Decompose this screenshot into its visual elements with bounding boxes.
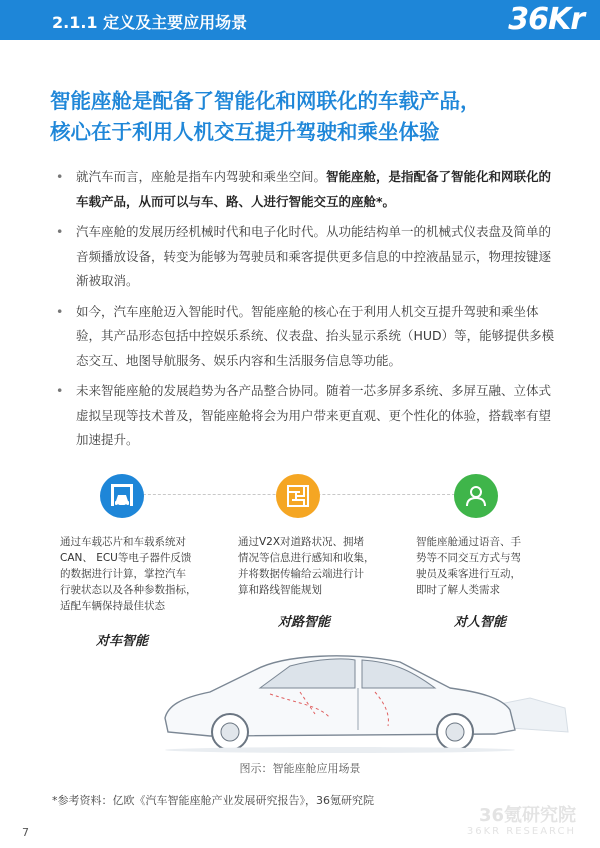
desc-line: 通过V2X对道路状况、拥堵: [238, 536, 365, 548]
bullet-item: [52, 300, 556, 374]
bullet-text: 汽车座舱的发展历经机械时代和电子化时代。从功能结构单一的机械式仪表盘及简单的音频播放设备，转变为能够为驾驶员和乘客提供更多信息的中控液晶显示，物理按键逐渐被取消。: [76, 224, 552, 288]
bullet-dot-icon: •: [56, 169, 64, 184]
figure-caption: 图示：智能座舱应用场景: [239, 762, 361, 775]
person-icon: [454, 474, 498, 518]
bullet-item: [52, 165, 556, 214]
car-wash-icon: [100, 474, 144, 518]
headline: [50, 86, 570, 148]
bullet-dot-icon: •: [56, 383, 64, 398]
scenario-label-road: 对路智能: [278, 615, 331, 630]
car-illustration: [150, 648, 570, 753]
bullet-list: [52, 165, 556, 459]
desc-line: 智能座舱通过语音、手: [416, 536, 521, 548]
footer-brand-cn: 36氪研究院: [478, 805, 576, 826]
reference-note: *参考资料：亿欧《汽车智能座舱产业发展研究报告》，36氪研究院: [52, 794, 374, 807]
headline-line-2: 核心在于利用人机交互提升驾驶和乘坐体验: [50, 120, 440, 144]
bullet-dot-icon: •: [56, 303, 64, 319]
desc-line: 行驶状态以及各种参数指标，: [60, 584, 197, 596]
brand-logo: 36Kr: [508, 2, 584, 37]
footer-brand-en: 36KR RESEARCH: [466, 826, 576, 837]
bullet-dot-icon: •: [56, 224, 64, 239]
desc-line: 适配车辆保持最佳状态: [60, 600, 165, 612]
bullet-item: [52, 220, 556, 294]
page-number: 7: [22, 826, 29, 839]
bullet-text: 如今，汽车座舱迈入智能时代。智能座舱的核心在于利用人机交互提升驾驶和乘坐体验，其产品形态包括中控娱乐系统、仪表盘、抬头显示系统（HUD）等，能够提供多模态交互、地图导航服务、娱乐内容和生活服务信息等功能。: [76, 303, 555, 368]
desc-line: CAN、 ECU等电子器件反馈: [60, 552, 192, 564]
bullet-bold-text: 智能座舱，是指配备了智能化和网联化的车载产品，从而可以与车、路、人进行智能交互的座舱*。: [76, 169, 552, 209]
maze-route-icon: [276, 474, 320, 518]
desc-line: 算和路线智能规划: [238, 584, 322, 596]
scenario-description-human: [416, 534, 521, 598]
headline-line-1: 智能座舱是配备了智能化和网联化的车载产品，: [50, 89, 481, 113]
footer-brand: [467, 806, 576, 838]
desc-line: 驶员及乘客进行互动，: [416, 568, 521, 580]
scenario-description-road: [238, 534, 375, 598]
bullet-item: [52, 379, 556, 453]
desc-line: 通过车载芯片和车载系统对: [60, 536, 186, 548]
desc-line: 情况等信息进行感知和收集，: [238, 552, 375, 564]
scenario-label-vehicle: 对车智能: [96, 634, 149, 649]
section-title: 2.1.1 定义及主要应用场景: [52, 13, 248, 32]
desc-line: 势等不同交互方式与驾: [416, 552, 521, 564]
scenario-description-vehicle: [60, 534, 197, 614]
desc-line: 的数据进行计算，掌控汽车: [60, 568, 186, 580]
header-bar: [0, 0, 600, 40]
desc-line: 并将数据传输给云端进行计: [238, 568, 364, 580]
bullet-text: 未来智能座舱的发展趋势为各产品整合协同。随着一芯多屏多系统、多屏互融、立体式虚拟呈现等技术普及，智能座舱将会为用户带来更直观、更个性化的体验，搭载率有望加速提升。: [76, 383, 552, 447]
bullet-text: 就汽车而言，座舱是指车内驾驶和乘坐空间。: [76, 169, 327, 184]
desc-line: 即时了解人类需求: [416, 584, 500, 596]
scenario-label-human: 对人智能: [454, 615, 507, 630]
